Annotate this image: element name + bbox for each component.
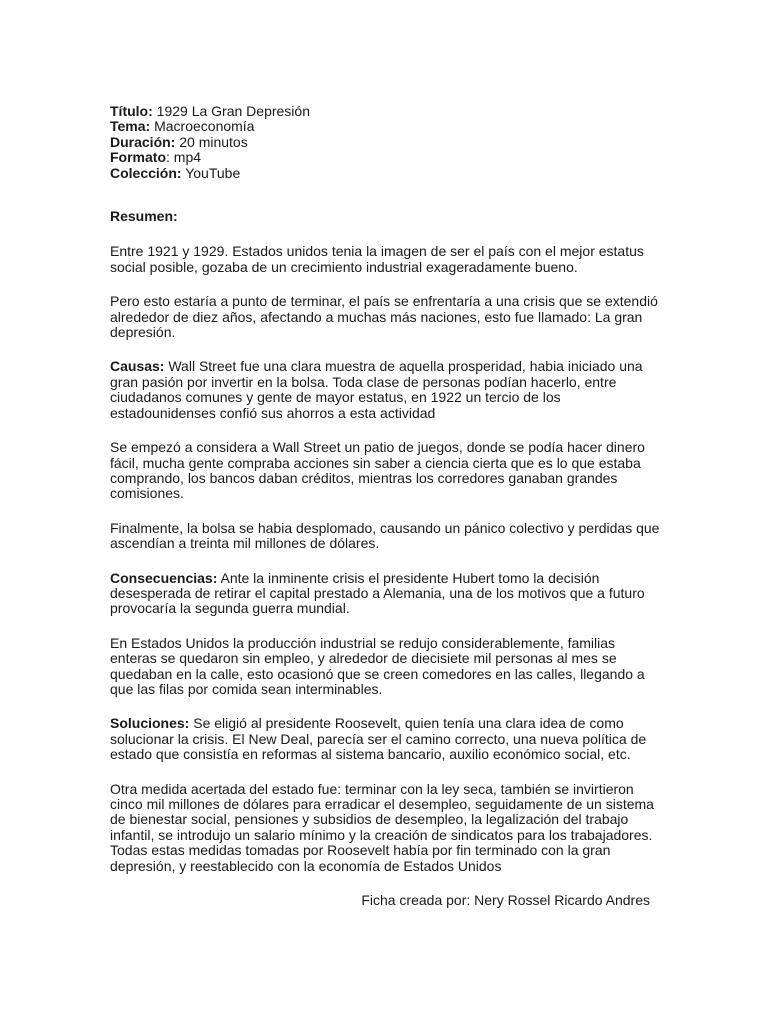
- meta-tema-value: Macroeconomía: [154, 118, 255, 135]
- paragraph-intro: Entre 1921 y 1929. Estados unidos tenia la imagen de ser el país con el mejor estatus social posible, gozaba de un crecimiento industrial exageradamente bueno.: [110, 243, 644, 275]
- meta-titulo-value: 1929 La Gran Depresión: [156, 103, 310, 119]
- meta-formato-label: Formato: [110, 149, 166, 166]
- soluciones-label: Soluciones:: [110, 715, 190, 732]
- paragraph-causas: [110, 359, 660, 421]
- credit-line: Ficha creada por: Nery Rossel Ricardo Andres: [361, 892, 650, 909]
- soluciones-text: Se eligió al presidente Roosevelt, quien tenía una clara idea de como solucionar la crisis. El New Deal, parecía ser el camino correcto, una nueva política de estado que consistía en reformas al sistema bancario, auxilio económico social, etc.: [110, 715, 647, 763]
- paragraph-consecuencias: [110, 571, 660, 617]
- meta-formato-value: : mp4: [166, 149, 202, 166]
- meta-formato: [110, 150, 660, 165]
- meta-titulo-label: Título:: [110, 103, 153, 119]
- meta-coleccion-label: Colección:: [110, 164, 182, 181]
- paragraph-wall-street: Se empezó a considera a Wall Street un patio de juegos, donde se podía hacer dinero fácil, mucha gente compraba acciones sin saber a ciencia cierta que es lo que estaba comprando, los bancos daban créditos, mientras los corredores ganaban grandes comisiones.: [110, 439, 645, 502]
- meta-coleccion: [110, 166, 660, 181]
- paragraph-crisis: Pero esto estaría a punto de terminar, el país se enfrentaría a una crisis que se extendió alrededor de diez años, afectando a muchas más naciones, esto fue llamado: La gran depresión.: [110, 293, 658, 341]
- meta-tema-label: Tema:: [110, 118, 151, 135]
- paragraph-desplome: Finalmente, la bolsa se habia desplomado, causando un pánico colectivo y perdidas que ascendían a treinta mil millones de dólares.: [110, 519, 660, 552]
- paragraph-soluciones: [110, 716, 660, 762]
- causas-label: Causas:: [110, 358, 165, 375]
- meta-duracion: [110, 135, 660, 150]
- resumen-heading: Resumen:: [110, 208, 178, 225]
- meta-tema: [110, 119, 660, 134]
- causas-text: Wall Street fue una clara muestra de aquella prosperidad, habia iniciado una gran pasión por invertir en la bolsa. Toda clase de personas podían hacerlo, entre ciudadanos comunes y gente de mayor estatus, en 1922 un tercio de los estadounidenses confió sus ahorros a esta actividad: [110, 358, 643, 421]
- consecuencias-label: Consecuencias:: [110, 569, 218, 586]
- paragraph-medidas: Otra medida acertada del estado fue: terminar con la ley seca, también se invirtieron cinco mil millones de dólares para erradicar el desempleo, seguidamente de un sistema de bienestar social, pensiones y subsidios de desempleo, la legalización del trabajo infantil, se introdujo un salario mínimo y la creación de sindicatos para los trabajadores. Todas estas medidas tomadas por Roosevelt había por fin terminado con la gran depresión, y reestablecido con la economía de Estados Unidos: [110, 780, 654, 874]
- paragraph-produccion: En Estados Unidos la producción industrial se redujo considerablemente, familias enteras se quedaron sin empleo, y alrededor de diecisiete mil personas al mes se quedaban en la calle, esto ocasionó que se creen comedores en las calles, llegando a que las filas por comida sean interminables.: [110, 634, 645, 697]
- metadata-block: [110, 104, 660, 181]
- meta-coleccion-value: YouTube: [185, 164, 241, 181]
- meta-duracion-label: Duración:: [110, 133, 176, 150]
- meta-duracion-value: 20 minutos: [179, 133, 248, 150]
- consecuencias-text: Ante la inminente crisis el presidente Hubert tomo la decisión desesperada de retirar el capital prestado a Alemania, una de los motivos que a futuro provocaría la segunda guerra mundial.: [110, 569, 645, 617]
- meta-titulo: [110, 104, 660, 119]
